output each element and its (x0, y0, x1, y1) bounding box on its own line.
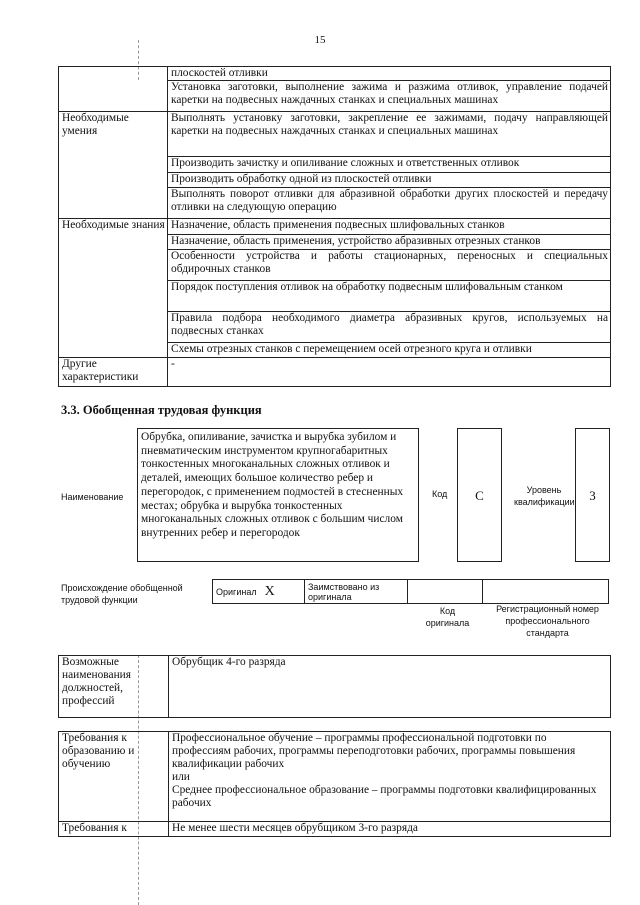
education-line: Профессиональное обучение – программы профессиональной подготовки по профессиям рабочих, программы переподготовки рабочих, программы повышения квалификации рабочих (172, 732, 576, 770)
table-cell: Производить обработку одной из плоскостей отливки (168, 173, 611, 188)
table-row (59, 822, 611, 837)
original-cell (213, 580, 305, 604)
section-title: 3.3. Обобщенная трудовая функция (61, 403, 262, 417)
row-label-experience: Требования к (59, 822, 169, 837)
row-label-positions: Возможные наименования должностей, профессий (59, 656, 169, 718)
table-row (59, 358, 611, 387)
page-number: 15 (314, 34, 326, 46)
table-row (59, 656, 611, 718)
function-name-box: Обрубка, опиливание, зачистка и вырубка зубилом и пневматическим инструментом крупногабаритных тонкостенных многоканальных сложных отливок и деталей, имеющих большое количество ребер и перегородок, с применением подмостей в стесненных местах; обрубка и вырубка тонкостенных многоканальных сложных отливок с большим числом внутренних ребер и перегородок (137, 428, 419, 562)
reg-number-caption: Регистрационный номер профессионального стандарта (496, 604, 599, 638)
table-row (59, 219, 611, 235)
origin-label: Происхождение обобщенной трудовой функции (61, 583, 183, 605)
borrowed-label: Заимствовано из оригинала (305, 580, 408, 604)
origin-table (212, 579, 609, 604)
code-original-caption: Код оригинала (425, 606, 470, 628)
requirements-table (58, 731, 611, 837)
table-cell (169, 732, 611, 822)
table-cell: Правила подбора необходимого диаметра абразивных кругов, используемых на подвесных станках (168, 312, 611, 343)
table-cell: Порядок поступления отливок на обработку подвесным шлифовальным станком (168, 281, 611, 312)
table-cell: Назначение, область применения, устройство абразивных отрезных станков (168, 235, 611, 250)
name-label: Наименование (61, 492, 124, 502)
table-row (59, 112, 611, 157)
table-cell: - (168, 358, 611, 387)
skills-knowledge-table (58, 66, 611, 387)
table-cell: Особенности устройства и работы стационарных, переносных и специальных обдирочных станков (168, 250, 611, 281)
row-label-knowledge: Необходимые знания (59, 219, 168, 358)
original-mark: X (264, 583, 275, 599)
table-cell: Производить зачистку и опиливание сложных и ответственных отливок (168, 157, 611, 173)
positions-table (58, 655, 611, 718)
row-label-education: Требования к образованию и обучению (59, 732, 169, 822)
education-line: Среднее профессиональное образование – программы подготовки квалифицированных рабочих (172, 784, 597, 809)
row-label (59, 67, 168, 112)
table-row (213, 580, 609, 604)
table-cell: плоскостей отливки (168, 67, 611, 81)
table-cell: Выполнять поворот отливки для абразивной обработки других плоскостей и передачу отливки на следующую операцию (168, 188, 611, 219)
code-value: C (475, 488, 484, 503)
table-cell: Не менее шести месяцев обрубщиком 3-го разряда (169, 822, 611, 837)
original-code-cell (408, 580, 483, 604)
table-row (59, 732, 611, 822)
table-row (59, 67, 611, 81)
level-label: Уровень квалификации (514, 485, 575, 507)
code-label: Код (432, 489, 448, 499)
reg-number-cell (483, 580, 609, 604)
original-label: Оригинал (216, 586, 257, 597)
row-label-other: Другие характеристики (59, 358, 168, 387)
level-value: 3 (589, 488, 596, 503)
table-cell: Назначение, область применения подвесных шлифовальных станков (168, 219, 611, 235)
table-cell: Схемы отрезных станков с перемещением осей отрезного круга и отливки (168, 343, 611, 358)
row-label-skills: Необходимые умения (59, 112, 168, 219)
table-cell: Выполнять установку заготовки, закрепление ее зажимами, подачу направляющей каретки на подвесных наждачных станках и специальных машинах (168, 112, 611, 157)
education-line: или (172, 771, 190, 783)
table-cell: Обрубщик 4-го разряда (169, 656, 611, 718)
table-cell: Установка заготовки, выполнение зажима и разжима отливок, управление подачей каретки на подвесных наждачных станках и специальных машинах (168, 81, 611, 112)
